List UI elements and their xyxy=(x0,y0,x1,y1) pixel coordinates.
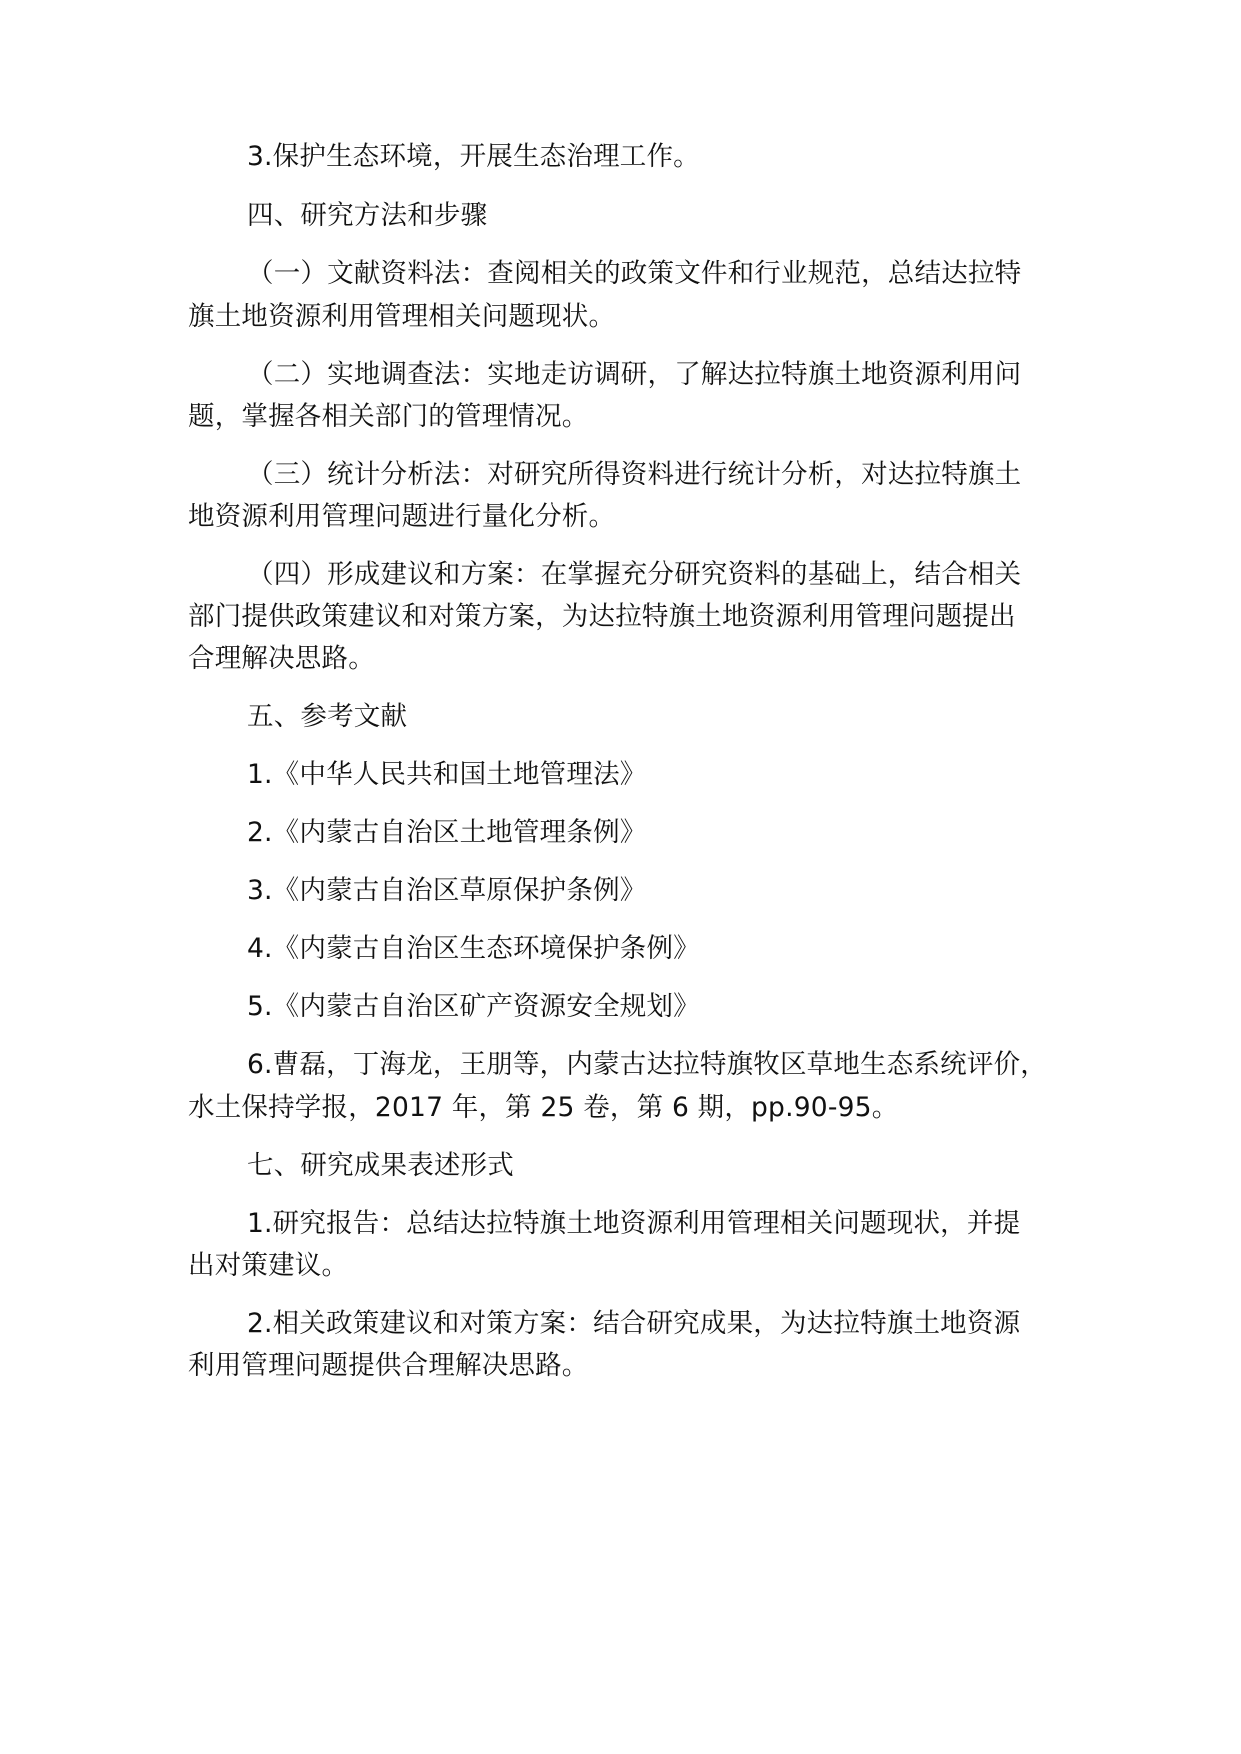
reference-item: 4.《内蒙古自治区生态环境保护条例》 xyxy=(247,933,700,964)
paragraph-line: （一）文献资料法：查阅相关的政策文件和行业规范，总结达拉特 xyxy=(247,258,1022,289)
reference-item: 1.《中华人民共和国土地管理法》 xyxy=(247,759,647,790)
section-heading: 四、研究方法和步骤 xyxy=(247,200,488,231)
paragraph-line: 旗土地资源利用管理相关问题现状。 xyxy=(188,301,616,332)
paragraph-line: （三）统计分析法：对研究所得资料进行统计分析，对达拉特旗土 xyxy=(247,459,1022,490)
section-heading: 五、参考文献 xyxy=(247,701,408,732)
paragraph-line: （四）形成建议和方案：在掌握充分研究资料的基础上，结合相关 xyxy=(247,559,1022,590)
paragraph-line: 题，掌握各相关部门的管理情况。 xyxy=(188,401,589,432)
paragraph-line: 部门提供政策建议和对策方案，为达拉特旗土地资源利用管理问题提出 xyxy=(188,601,1016,632)
paragraph-line: 出对策建议。 xyxy=(188,1250,349,1281)
paragraph-line: 2.相关政策建议和对策方案：结合研究成果，为达拉特旗土地资源 xyxy=(247,1308,1021,1339)
paragraph-line: 地资源利用管理问题进行量化分析。 xyxy=(188,501,616,532)
reference-item: 2.《内蒙古自治区土地管理条例》 xyxy=(247,817,647,848)
paragraph-line: 1.研究报告：总结达拉特旗土地资源利用管理相关问题现状，并提 xyxy=(247,1208,1021,1239)
paragraph-line: 3.保护生态环境，开展生态治理工作。 xyxy=(247,141,700,172)
reference-item: 5.《内蒙古自治区矿产资源安全规划》 xyxy=(247,991,700,1022)
section-heading: 七、研究成果表述形式 xyxy=(247,1150,514,1181)
reference-item: 水土保持学报，2017 年，第 25 卷，第 6 期，pp.90-95。 xyxy=(188,1092,899,1123)
reference-item: 3.《内蒙古自治区草原保护条例》 xyxy=(247,875,647,906)
paragraph-line: 利用管理问题提供合理解决思路。 xyxy=(188,1350,589,1381)
paragraph-line: （二）实地调查法：实地走访调研，了解达拉特旗土地资源利用问 xyxy=(247,359,1022,390)
paragraph-line: 合理解决思路。 xyxy=(188,643,375,674)
reference-item: 6.曹磊，丁海龙，王朋等，内蒙古达拉特旗牧区草地生态系统评价， xyxy=(247,1049,1047,1080)
